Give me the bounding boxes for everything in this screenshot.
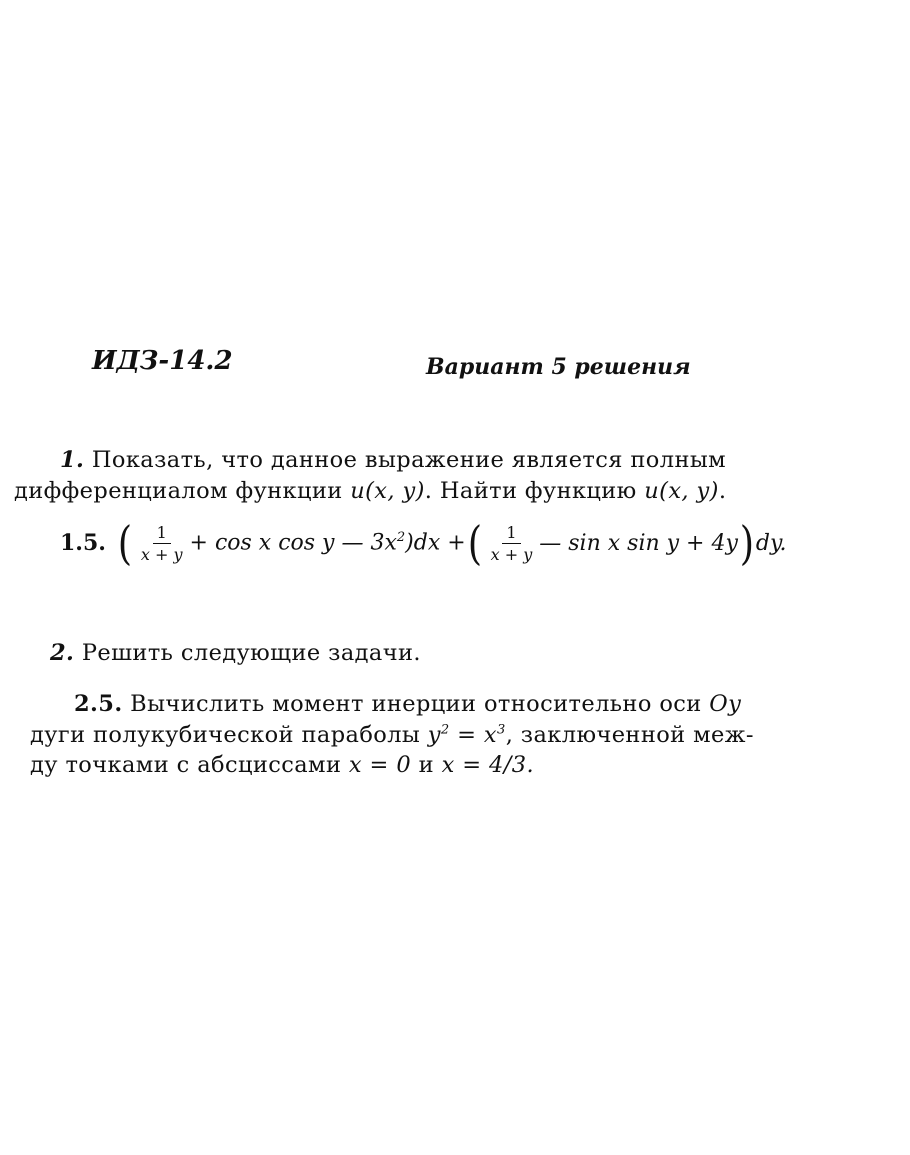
problem25-line3 [30,752,534,778]
formula-label: 1.5. [60,530,106,556]
problem25-line2 [30,722,754,748]
problem25-line2-prefix: дуги полукубической параболы [30,722,421,748]
task1-line2 [14,478,726,504]
function-u-repeat: u(x, y) [644,478,719,504]
formula-part1-exponent: 2 [396,530,406,546]
task1-line2-prefix: дифференциалом функции [14,478,343,504]
open-paren: ( [117,516,133,570]
equation-x-exponent: 3 [497,722,506,738]
equation-y-exponent: 2 [440,722,450,738]
problem25-line1 [74,691,741,717]
task1-number: 1. [60,447,85,473]
formula-1-5 [60,516,787,570]
fraction-2-numerator: 1 [502,523,520,544]
equation-y: y [427,722,441,748]
problem25-line2-suffix: , заключенной меж- [505,722,754,748]
task2-line [50,640,421,666]
fraction-2 [487,523,537,564]
conjunction-and: и [418,752,435,778]
problem25-line1-text: Вычислить момент инерции относительно оси [130,691,702,717]
parabola-equation [428,722,506,748]
task1-line1 [60,447,726,473]
task2-text: Решить следующие задачи. [81,640,421,666]
abscissa-start: x = 0 [348,752,412,778]
formula-part1 [190,530,466,555]
formula-part1-text: + cos x cos y — 3x [189,530,397,556]
problem25-label: 2.5. [74,691,123,717]
formula-part1-end: )dx + [405,530,466,556]
task2-number: 2. [50,640,75,666]
task1-line2-mid: . Найти функцию [424,478,637,504]
task1-line2-end: . [718,478,727,504]
fraction-1-denominator: x + y [140,544,183,564]
equation-mid: = x [449,722,498,748]
variant-title: Вариант 5 решения [426,354,691,380]
axis-oy: Oy [709,691,742,717]
document-code: ИДЗ-14.2 [92,346,233,376]
problem25-line3-prefix: ду точками с абсциссами [30,752,342,778]
task1-text: Показать, что данное выражение является полным [91,447,727,473]
fraction-1-numerator: 1 [153,523,171,544]
fraction-1 [137,523,187,564]
close-paren-2: ) [739,516,755,570]
abscissa-end: x = 4/3. [441,752,535,778]
function-u: u(x, y) [350,478,425,504]
formula-part2: — sin x sin y + 4y [539,530,738,556]
formula-part2-end: dy. [755,530,787,556]
open-paren-2: ( [467,516,482,570]
fraction-2-denominator: x + y [490,544,533,564]
